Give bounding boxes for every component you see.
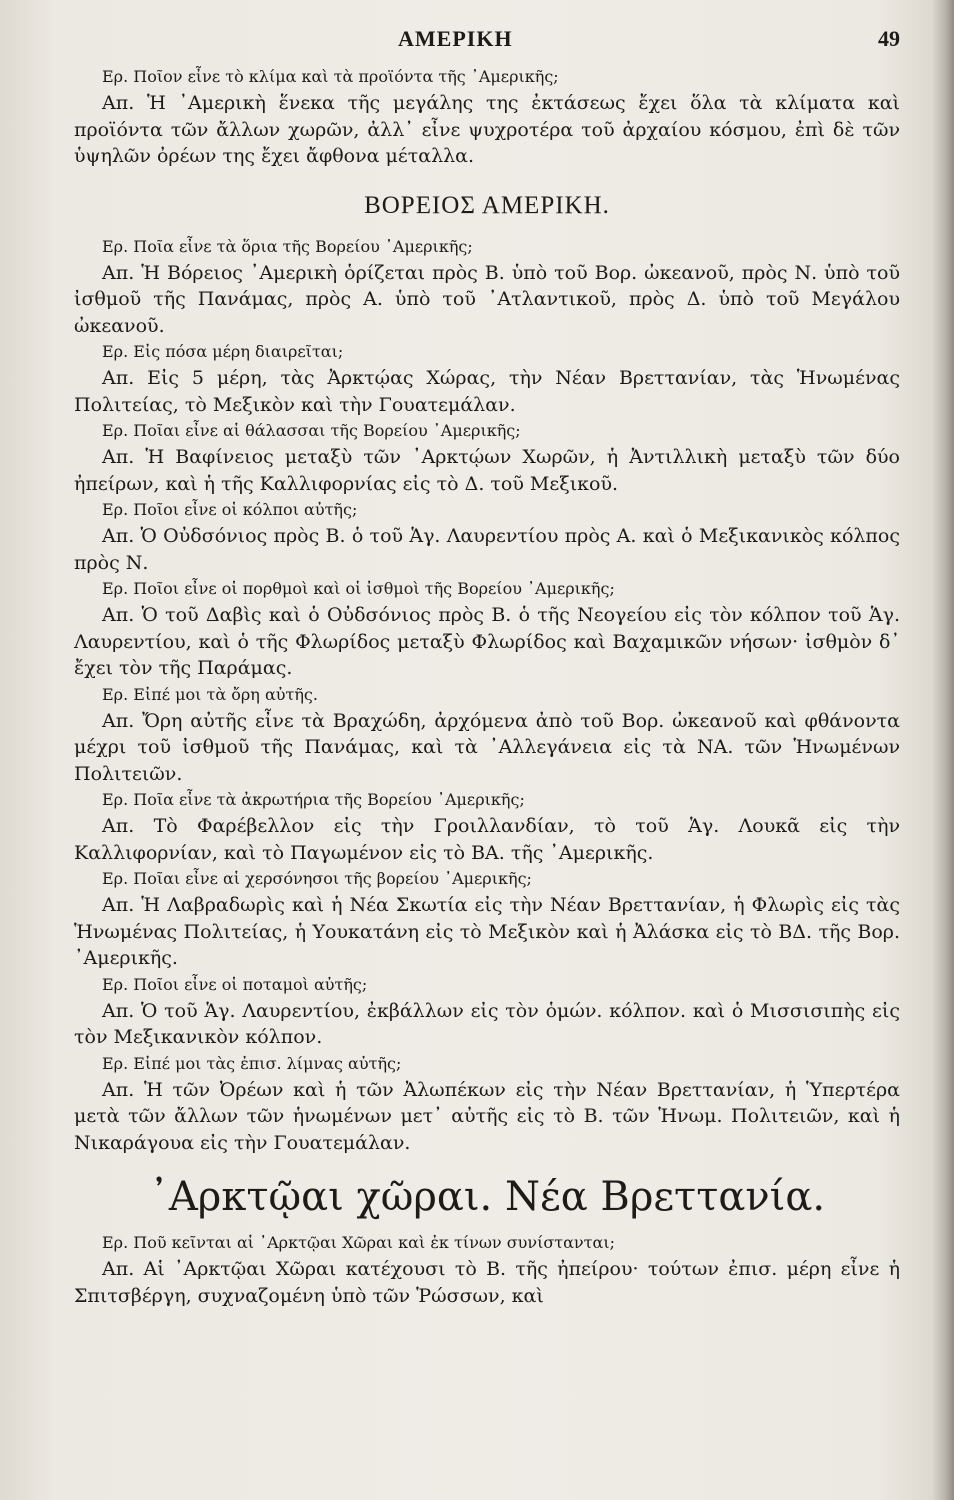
- question-paragraph: Ερ. Εἰπέ μοι τὰ ὄρη αὐτῆς.: [102, 684, 318, 704]
- page-body: [74, 66, 900, 1309]
- question-paragraph: Ερ. Ποῖοι εἶνε οἱ πορθμοὶ καὶ οἱ ἰσθμοὶ τῆς Βορείου ᾽Αμερικῆς;: [102, 579, 615, 598]
- question-paragraph: Ερ. Ποῦ κεῖνται αἱ ᾽Αρκτῷαι Χῶραι καὶ ἐκ τίνων συνίστανται;: [102, 1233, 615, 1252]
- question-paragraph: Ερ. Ποῖοι εἶνε οἱ ποταμοὶ αὐτῆς;: [102, 974, 368, 994]
- question-paragraph: Ερ. Ποῖον εἶνε τὸ κλίμα καὶ τὰ προϊόντα τῆς ᾽Αμερικῆς;: [102, 67, 559, 86]
- running-head: [0, 18, 954, 58]
- answer-paragraph: Απ. Ἡ ᾽Αμερικὴ ἕνεκα τῆς μεγάλης της ἐκτάσεως ἔχει ὅλα τὰ κλίματα καὶ προϊόντα τῶν ἄλλων χωρῶν, ἀλλ᾽ εἶνε ψυχροτέρα τοῦ ἀρχαίου κόσμου, ἐπὶ δὲ τῶν ὑψηλῶν ὀρέων της ἔχει ἄφθονα μέταλλα.: [74, 92, 900, 167]
- answer-paragraph: Απ. Ἡ Βαφίνειος μεταξὺ τῶν ᾽Αρκτῴων Χωρῶν, ἡ Ἀντιλλικὴ μεταξὺ τῶν δύο ἠπείρων, καὶ ἡ τῆς Καλλιφορνίας εἰς τὸ Δ. τοῦ Μεξικοῦ.: [74, 446, 900, 495]
- answer-paragraph: Απ. Ὁ τοῦ Δαβὶς καὶ ὁ Οὐδσόνιος πρὸς Β. ὁ τῆς Νεογείου εἰς τὸν κόλπον τοῦ Ἁγ. Λαυρεντίου, καὶ ὁ τῆς Φλωρίδος μεταξὺ Φλωρίδος καὶ Βαχαμικῶν νήσων· ἰσθμὸν δ᾽ ἔχει τὸν τῆς Παράμας.: [74, 604, 900, 679]
- section-heading-large: ᾽Αρκτῷαι χῶραι. Νέα Βρεττανία.: [148, 1174, 826, 1220]
- answer-paragraph: Απ. Αἱ ᾽Αρκτῷαι Χῶραι κατέχουσι τὸ Β. τῆς ἠπείρου· τούτων ἐπισ. μέρη εἶνε ἡ Σπιτσβέργη, συχναζομένη ὑπὸ τῶν Ῥώσσων, καὶ: [74, 1258, 900, 1307]
- question-paragraph: Ερ. Ποῖοι εἶνε οἱ κόλποι αὐτῆς;: [102, 500, 358, 519]
- question-paragraph: Ερ. Ποῖαι εἶνε αἱ χερσόνησοι τῆς βορείου ᾽Αμερικῆς;: [102, 869, 532, 888]
- answer-paragraph: Απ. Ἡ Λαβραδωρὶς καὶ ἡ Νέα Σκωτία εἰς τὴν Νέαν Βρεττανίαν, ἡ Φλωρὶς εἰς τὰς Ἡνωμένας Πολιτείας, ἡ Υουκατάνη εἰς τὸ Μεξικὸν καὶ ἡ Ἀλάσκα εἰς τὸ ΒΔ. τῆς Βορ. ᾽Αμερικῆς.: [74, 894, 900, 969]
- question-paragraph: Ερ. Ποῖαι εἶνε αἱ θάλασσαι τῆς Βορείου ᾽Αμερικῆς;: [102, 421, 521, 440]
- answer-paragraph: Απ. Ὁ τοῦ Ἁγ. Λαυρεντίου, ἐκβάλλων εἰς τὸν ὁμών. κόλπον. καὶ ὁ Μισσισιπὴς εἰς τὸν Μεξικανικὸν κόλπον.: [74, 999, 900, 1048]
- page-binding-shadow: [932, 0, 954, 1500]
- answer-paragraph: Απ. Ὁ Οὐδσόνιος πρὸς Β. ὁ τοῦ Ἁγ. Λαυρεντίου πρὸς Α. καὶ ὁ Μεξικανικὸς κόλπος πρὸς Ν.: [74, 525, 900, 574]
- question-paragraph: Ερ. Εἰπέ μοι τὰς ἐπισ. λίμνας αὐτῆς;: [102, 1053, 402, 1073]
- page-header-title: ΑΜΕΡΙΚΗ: [398, 26, 513, 51]
- question-paragraph: Ερ. Ποῖα εἶνε τὰ ἀκρωτήρια τῆς Βορείου ᾽Αμερικῆς;: [102, 790, 525, 809]
- page-number: 49: [878, 26, 900, 51]
- section-heading: ΒΟΡΕΙΟΣ ΑΜΕΡΙΚΗ.: [364, 191, 610, 219]
- answer-paragraph: Απ. Εἰς 5 μέρη, τὰς Ἀρκτῴας Χώρας, τὴν Νέαν Βρεττανίαν, τὰς Ἡνωμένας Πολιτείας, τὸ Μεξικὸν καὶ τὴν Γουατεμάλαν.: [74, 367, 900, 416]
- answer-paragraph: Απ. Ἡ τῶν Ὀρέων καὶ ἡ τῶν Ἀλωπέκων εἰς τὴν Νέαν Βρεττανίαν, ἡ Ὑπερτέρα μετὰ τῶν ἄλλων τῶν ἡνωμένων μετ᾽ αὐτῆς εἰς τὸ Β. τῶν Ἡνωμ. Πολιτειῶν, καὶ ἡ Νικαράγουα εἰς τὴν Γουατεμάλαν.: [74, 1078, 900, 1154]
- answer-paragraph: Απ. Τὸ Φαρέβελλον εἰς τὴν Γροιλλανδίαν, τὸ τοῦ Ἁγ. Λουκᾶ εἰς τὴν Καλλιφορνίαν, καὶ τὸ Παγωμένον εἰς τὸ ΒΑ. τῆς ᾽Αμερικῆς.: [74, 815, 900, 864]
- question-paragraph: Ερ. Εἰς πόσα μέρη διαιρεῖται;: [102, 342, 344, 361]
- question-paragraph: Ερ. Ποῖα εἶνε τὰ ὅρια τῆς Βορείου ᾽Αμερικῆς;: [102, 236, 473, 256]
- answer-paragraph: Απ. Ἡ Βόρειος ᾽Αμερικὴ ὁρίζεται πρὸς Β. ὑπὸ τοῦ Βορ. ὠκεανοῦ, πρὸς Ν. ὑπὸ τοῦ ἰσθμοῦ τῆς Πανάμας, πρὸς Α. ὑπὸ τοῦ ᾽Ατλαντικοῦ, πρὸς Δ. ὑπὸ τοῦ Μεγάλου ὠκεανοῦ.: [74, 261, 900, 337]
- answer-paragraph: Απ. Ὄρη αὐτῆς εἶνε τὰ Βραχώδη, ἀρχόμενα ἀπὸ τοῦ Βορ. ὠκεανοῦ καὶ φθάνοντα μέχρι τοῦ ἰσθμοῦ τῆς Πανάμας, καὶ τὰ ᾽Αλλεγάνεια εἰς τὰ ΝΑ. τῶν Ἡνωμένων Πολιτειῶν.: [74, 709, 900, 785]
